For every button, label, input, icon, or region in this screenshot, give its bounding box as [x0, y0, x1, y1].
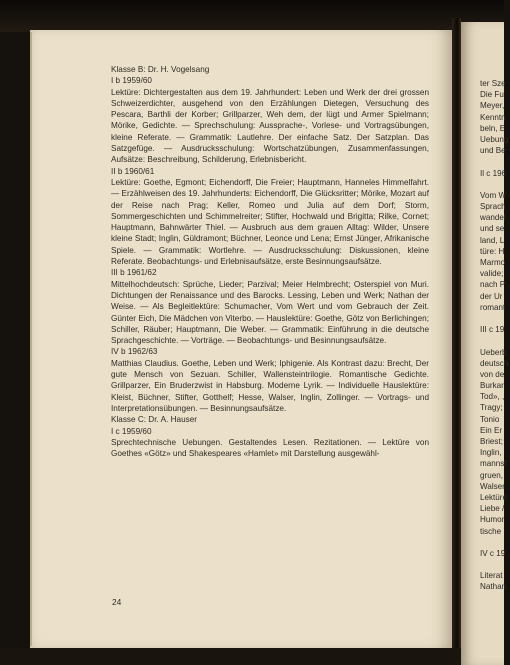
right-page-line: Die Fu	[480, 90, 504, 100]
right-page-line: Ueberb	[480, 347, 507, 357]
right-page-line: nach P	[480, 280, 506, 290]
right-page-text	[480, 78, 510, 593]
right-page-line: deutsch	[480, 358, 509, 368]
right-page-line: Uebung	[480, 134, 509, 144]
right-page-line	[480, 335, 510, 346]
book-gutter	[452, 18, 461, 658]
right-page-line: Inglin,	[480, 448, 502, 458]
right-page-line: Briest;	[480, 437, 503, 446]
right-page-line	[480, 537, 510, 548]
right-page-line: Humor	[480, 515, 505, 525]
right-page-line: Meyer,	[480, 101, 505, 111]
right-page-line	[480, 179, 510, 190]
right-page-line: Walser	[480, 481, 505, 491]
class-heading: Klasse B: Dr. H. Vogelsang	[111, 65, 210, 74]
paragraph: Lektüre: Goethe, Egmont; Eichendorff, Die Freier; Hauptmann, Hanneles Himmelfahrt. — Erzählweisen des 19. Jahrhunderts: Eichendorff, Die Glücksritter; Mörike, Mozart auf der Reise nach Prag; Keller, Romeo und Julia auf dem Dorf; Storm, Sommergeschichten und Schimmelreiter; Stifter, Hochwald und Brigitta; Rilke, Cornet; Hauptmann, Bahnwärter Thiel. — Ausbruch aus dem grauen Alltag: Wilder, Unsere kleine Stadt; Inglin, Güldramont; Büchner, Leonce und Lena; Ernst Jünger, Afrikanische Spiele. — Grammatik: Wortlehre. — Ausdrucksschulung: Diskussionen, kleine Referate. Beobachtungs- und Erlebnisaufsätze, erste Besinnungsaufsätze.	[111, 177, 429, 267]
right-page-line: mannst	[480, 459, 507, 469]
right-page-line: wandel	[480, 213, 506, 223]
right-page-line: türe: H	[480, 246, 505, 256]
right-page-line: Ein Er	[480, 425, 503, 435]
scan-background	[0, 0, 504, 32]
right-page-line: romant	[480, 302, 506, 312]
right-page-line: Tragy;	[480, 403, 503, 413]
paragraph: Sprechtechnische Uebungen. Gestaltendes Lesen. Rezitationen. — Lektüre von Goethes «Götz» und Shakespeares «Hamlet» mit Darstellung ausgewähl-	[111, 437, 429, 459]
scan-bottom-edge	[0, 648, 461, 665]
right-page-line: III c 19	[480, 325, 505, 335]
section-heading: II b 1960/61	[111, 166, 155, 176]
right-page-line: valide;	[480, 269, 504, 279]
right-page-line: Il c 196	[480, 168, 507, 178]
page-text	[111, 64, 429, 459]
paragraph: Mittelhochdeutsch: Sprüche, Lieder; Parzival; Meier Helmbrecht; Osterspiel von Muri. Dichtungen der Renaissance und des Barocks. Lessing, Leben und Werk; Nathan der Weise. — Als Begleitlektüre: Schumacher, Vom Wert und vom Gebrauch der Zeit. Günter Eich, Die Mädchen von Viterbo. — Hauslektüre: Goethe, Götz von Berlichingen; Schiller, Räuber; Hauptmann, Die Weber. — Grammatik: Einführung in die deutsche Sprachgeschichte. — Vorträge. — Beobachtungs- und Besinnungsaufsätze.	[111, 279, 429, 346]
right-page-line	[480, 156, 510, 167]
section-heading: IV b 1962/63	[111, 347, 158, 357]
section-heading: I c 1959/60	[111, 426, 152, 436]
right-page-line: der Ur	[480, 291, 503, 301]
right-page-line: Tonio	[480, 414, 500, 424]
right-page-line: tische	[480, 526, 502, 536]
right-page-line: Liebe /	[480, 504, 505, 514]
right-page-line: Burkar	[480, 381, 504, 391]
section-heading: I b 1959/60	[111, 76, 152, 86]
right-page-line: beln, E	[480, 123, 506, 133]
right-page-line	[480, 559, 510, 570]
right-page-line: Sprach	[480, 202, 506, 212]
right-page-line: Lektüre	[480, 492, 507, 502]
page-edge	[30, 32, 32, 646]
right-page-line: Vom W	[480, 190, 507, 200]
right-page-line: gruen,	[480, 470, 503, 480]
right-page-line: und Be	[480, 146, 506, 156]
right-page-line: Literat	[480, 571, 503, 581]
class-heading: Klasse C: Dr. A. Hauser	[111, 415, 197, 425]
right-page-line: land, L	[480, 235, 505, 245]
right-page-line: von de	[480, 369, 505, 379]
right-page-line: Nathan	[480, 582, 507, 592]
right-page-line: ter Sze	[480, 79, 506, 88]
right-page-line: IV c 19	[480, 548, 506, 558]
page-number: 24	[112, 597, 122, 607]
right-page-line: Kenntn	[480, 112, 506, 122]
right-page-line: Marmo	[480, 258, 506, 267]
paragraph: Matthias Claudius. Goethe, Leben und Werk; Iphigenie. Als Kontrast dazu: Brecht, Der gute Mensch von Sezuan. Schiller, Wallensteintrilogie. Romantische Gedichte. Grillparzer, Ein Bruderzwist in Habsburg. Moderne Lyrik. — Individuelle Hauslektüre: Kleist, Büchner, Stifter, Gotthelf; Hesse, Walser, Inglin, Zollinger. — Vortrags- und Interpretationsübungen. — Besinnungsaufsätze.	[111, 358, 429, 413]
right-page-line: und se	[480, 224, 505, 234]
section-heading: III b 1961/62	[111, 268, 157, 278]
paragraph: Lektüre: Dichtergestalten aus dem 19. Jahrhundert: Leben und Werk der drei grossen Schweizerdichter, ausgehend von den Erzählungen Dietegen, Versuchung des Pescara, Barthli der Korber; Grillparzer, Weh dem, der lügt und Armer Spielmann; Mörike, Gedichte. — Sprechschulung: Aussprache-, Vorlese- und Vortragsübungen, kleine Referate. — Grammatik: Lautlehre. Der einfache Satz. Der Satzplan. Das Satzgefüge. — Ausdrucksschulung: Wortschatzübungen, Zusammenfassungen, Aufsätze: Beschreibung, Schilderung, Erlebnisbericht.	[111, 87, 429, 165]
right-page-line	[480, 313, 510, 324]
right-page-line: Tod», ,	[480, 392, 505, 402]
